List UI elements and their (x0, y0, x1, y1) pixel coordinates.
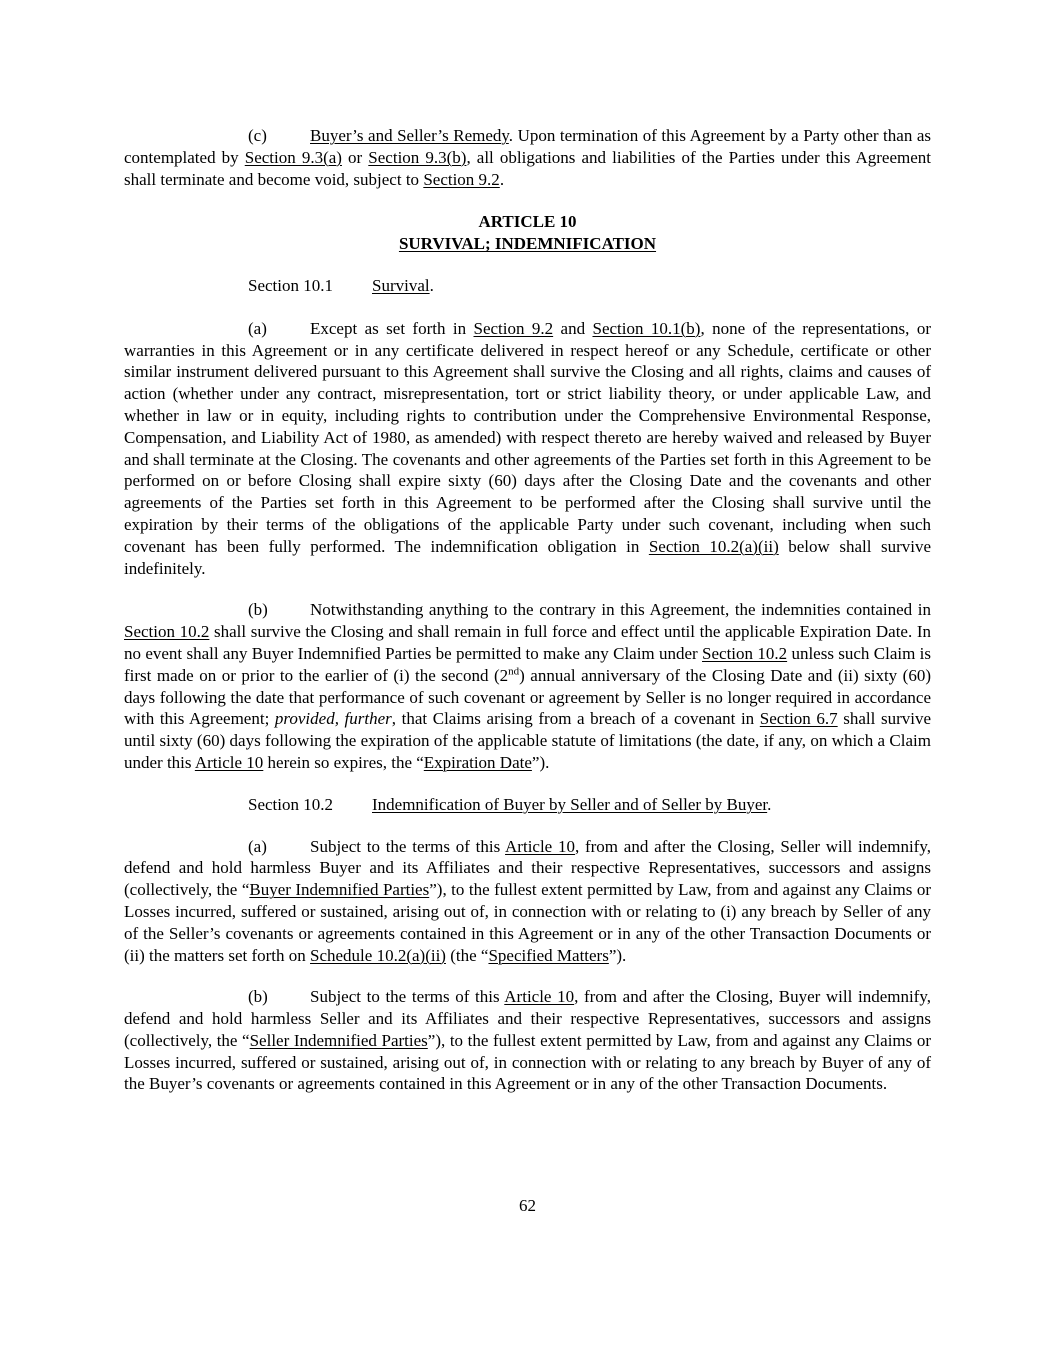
section-label: Section 10.1 (248, 275, 333, 295)
paragraph-label: (c) (248, 126, 267, 145)
paragraph-label: (b) (248, 987, 268, 1007)
article-title: SURVIVAL; INDEMNIFICATION (398, 234, 657, 254)
paragraph-10-1-b: (b) Notwithstanding anything to the contrary in this Agreement, the indemnities contained in Section 10.2 shall survive the Closing and shall remain in full force and effect until the applicable Expiration Date. In no event shall any Buyer Indemnified Parties be permitted to make any Claim under Section 10.2 unless such Claim is first made on or prior to the earlier of (i) the second (2nd) annual anniversary of the Closing Date and (ii) sixty (60) days following the date that performance of such covenant or agreement by Seller is no longer required in accordance with this Agreement; provided, further, that Claims arising from a breach of a covenant in Section 6.7 shall survive until sixty (60) days following the expiration of the applicable statute of limitations (the date, if any, on which a Claim under this Article 10 herein so expires, the “Expiration Date”). (124, 600, 932, 772)
paragraph-label: (a) (248, 318, 267, 338)
cross-reference: Article 10 (505, 836, 575, 856)
paragraph-10-2-a: (a) Subject to the terms of this Article 10, from and after the Closing, Seller will indemnify, defend and hold harmless Buyer and its Affiliates and their respective Representatives, successors and assigns (collectively, the “Buyer Indemnified Parties”), to the fullest extent permitted by Law, from and against any Claims or Losses incurred, suffered or sustained, arising out of, in connection with or relating to (i) any breach by Seller of any of the Seller’s covenants or agreements contained in this Agreement or in any of the other Transaction Documents or (ii) the matters set forth on Schedule 10.2(a)(ii) (the “Specified Matters”). (124, 836, 932, 965)
cross-reference: Schedule 10.2(a)(ii) (310, 945, 446, 965)
page-content (124, 125, 931, 1095)
cross-reference: Section 10.2 (124, 622, 210, 642)
page-number: 62 (519, 1196, 536, 1215)
paragraph-9-4-c: (c) Buyer’s and Seller’s Remedy. Upon termination of this Agreement by a Party other than as contemplated by Section 9.3(a) or Section 9.3(b), all obligations and liabilities of the Parties under this Agreement shall terminate and become void, subject to Section 9.2. (124, 126, 931, 189)
superscript: nd (508, 665, 520, 678)
section-label: Section 10.2 (248, 794, 333, 814)
cross-reference: Article 10 (194, 752, 264, 772)
paragraph-label: (b) (248, 600, 268, 620)
cross-reference: Section 10.2(a)(ii) (648, 536, 779, 556)
defined-term: Buyer Indemnified Parties (249, 880, 430, 900)
cross-reference: Article 10 (504, 987, 575, 1007)
cross-reference: Section 10.1(b) (592, 318, 701, 338)
defined-term: Specified Matters (488, 945, 609, 965)
cross-reference: Section 9.2 (473, 318, 554, 338)
cross-reference: Section 9.3(a) (244, 147, 342, 167)
paragraph-10-1-a: (a) Except as set forth in Section 9.2 and Section 10.1(b), none of the representations, or warranties in this Agreement or in any certificate delivered in respect hereof or any Schedule, certificate or other similar instrument delivered pursuant to this Agreement shall survive the Closing and all rights, claims and causes of action (whether under any contract, misrepresentation, tort or strict liability theory, or under applicable Law, and whether in law or in equity, including rights to contribution under the Comprehensive Environmental Response, Compensation, and Liability Act of 1980, as amended) with respect thereto are hereby waived and released by Buyer and shall terminate at the Closing. The covenants and other agreements of the Parties set forth in this Agreement to be performed on or before Closing shall expire sixty (60) days after the Closing Date and the covenants and other agreements of the Parties set forth in this Agreement to be performed after the Closing shall survive until the expiration by their terms of the obligations of the applicable Party under such covenant, including when such covenant has been fully performed. The indemnification obligation in Section 10.2(a)(ii) below shall survive indefinitely. (124, 318, 931, 578)
cross-reference: Section 9.2 (423, 169, 500, 189)
section-title: Survival (372, 275, 430, 295)
article-number: ARTICLE 10 (478, 212, 577, 232)
section-heading-10-1: Section 10.1 Survival. (248, 275, 434, 295)
paragraph-title: Buyer’s and Seller’s Remedy (310, 126, 509, 145)
cross-reference: Section 10.2 (702, 643, 788, 663)
section-heading-10-2: Section 10.2 Indemnification of Buyer by Seller and of Seller by Buyer. (248, 794, 772, 814)
cross-reference: Section 9.3(b) (368, 147, 467, 167)
paragraph-label: (a) (248, 836, 267, 856)
cross-reference: Section 6.7 (759, 709, 838, 729)
defined-term: Expiration Date (423, 752, 532, 772)
section-title: Indemnification of Buyer by Seller and of Seller by Buyer (372, 794, 768, 814)
defined-term: Seller Indemnified Parties (249, 1030, 428, 1050)
italic-phrase: provided, further (274, 709, 392, 729)
paragraph-10-2-b: (b) Subject to the terms of this Article 10, from and after the Closing, Buyer will indemnify, defend and hold harmless Seller and its Affiliates and their respective Representatives, successors and assigns (collectively, the “Seller Indemnified Parties”), to the fullest extent permitted by Law, from and against any Claims or Losses incurred, suffered or sustained, arising out of, in connection with or relating to any breach by Buyer of any of the Buyer’s covenants or agreements contained in this Agreement or in any of the other Transaction Documents. (124, 987, 931, 1094)
